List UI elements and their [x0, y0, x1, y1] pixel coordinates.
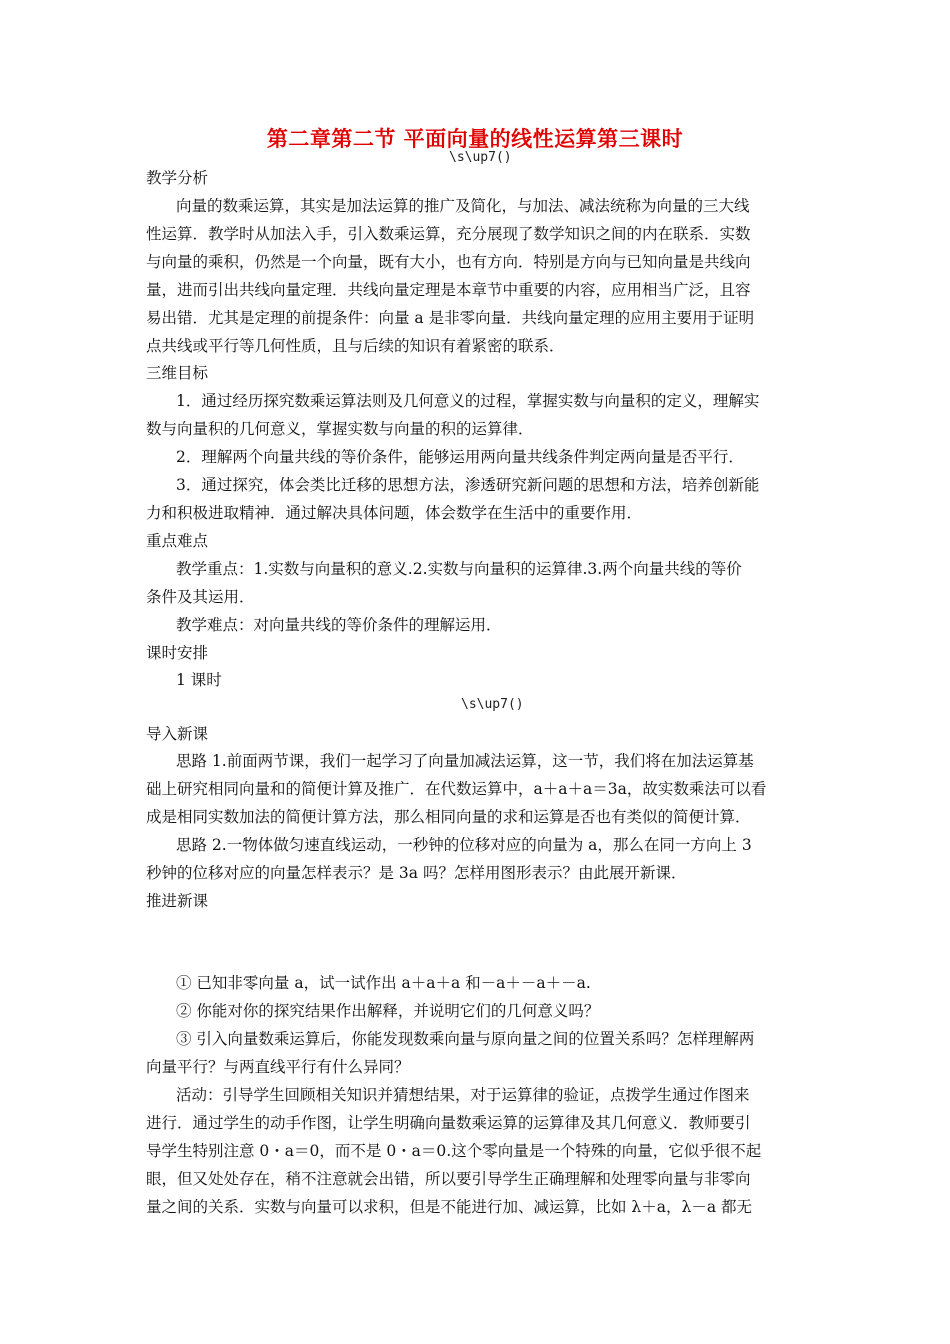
format-marker: \s\up7() — [449, 150, 512, 165]
intro-line: 础上研究相同向量和的简便计算及推广．在代数运算中，a＋a＋a＝3a，故实数乘法可以看 — [146, 780, 767, 798]
format-marker: \s\up7() — [461, 697, 524, 712]
goal-line: 力和积极进取精神．通过解决具体问题，体会数学在生活中的重要作用． — [146, 504, 643, 522]
paragraph-line: 性运算．教学时从加法入手，引入数乘运算，充分展现了数学知识之间的内在联系．实数 — [146, 225, 751, 243]
paragraph-line: 点共线或平行等几何性质，且与后续的知识有着紧密的联系． — [146, 337, 565, 355]
section-heading-goals: 三维目标 — [146, 364, 209, 382]
intro-line: 秒钟的位移对应的向量怎样表示？是 3a 吗？怎样用图形表示？由此展开新课． — [146, 864, 687, 882]
schedule-text: 1 课时 — [176, 671, 222, 689]
section-heading-advance: 推进新课 — [146, 892, 209, 910]
paragraph-line: 向量的数乘运算，其实是加法运算的推广及简化，与加法、减法统称为向量的三大线 — [176, 197, 750, 215]
goal-line: 1．通过经历探究数乘运算法则及几何意义的过程，掌握实数与向量积的定义，理解实 — [176, 392, 760, 410]
goal-line: 数与向量积的几何意义，掌握实数与向量的积的运算律． — [146, 420, 534, 438]
activity-line: 活动：引导学生回顾相关知识并猜想结果，对于运算律的验证，点拨学生通过作图来 — [176, 1086, 750, 1104]
section-heading-analysis: 教学分析 — [146, 169, 209, 187]
goal-line: 2．理解两个向量共线的等价条件，能够运用两向量共线条件判定两向量是否平行． — [176, 448, 744, 466]
keypoint-line: 条件及其运用． — [146, 588, 255, 606]
activity-line: 导学生特别注意 0・a＝0，而不是 0・a＝0.这个零向量是一个特殊的向量，它似乎很不起 — [146, 1142, 762, 1160]
activity-line: 进行．通过学生的动手作图，让学生明确向量数乘运算的运算律及其几何意义．教师要引 — [146, 1114, 751, 1132]
goal-line: 3．通过探究，体会类比迁移的思想方法，渗透研究新问题的思想和方法，培养创新能 — [176, 476, 760, 494]
activity-line: 眼，但又处处存在，稍不注意就会出错，所以要引导学生正确理解和处理零向量与非零向 — [146, 1170, 751, 1188]
section-heading-schedule: 课时安排 — [146, 644, 209, 662]
intro-line: 思路 1.前面两节课，我们一起学习了向量加减法运算，这一节，我们将在加法运算基 — [176, 752, 754, 770]
section-heading-intro: 导入新课 — [146, 725, 209, 743]
paragraph-line: 量，进而引出共线向量定理．共线向量定理是本章节中重要的内容，应用相当广泛，且容 — [146, 281, 751, 299]
paragraph-line: 与向量的乘积，仍然是一个向量，既有大小，也有方向．特别是方向与已知向量是共线向 — [146, 253, 751, 271]
section-heading-keypoints: 重点难点 — [146, 532, 209, 550]
question-item: ① 已知非零向量 a，试一试作出 a＋a＋a 和－a＋－a＋－a. — [176, 974, 591, 992]
question-item: 向量平行？与两直线平行有什么异同？ — [146, 1058, 410, 1076]
keypoint-line: 教学重点：1.实数与向量积的意义.2.实数与向量积的运算律.3.两个向量共线的等价 — [176, 560, 742, 578]
activity-line: 量之间的关系．实数与向量可以求积，但是不能进行加、减运算，比如 λ＋a，λ－a 都无 — [146, 1198, 752, 1216]
page-title: 第二章第二节 平面向量的线性运算第三课时 — [266, 126, 684, 151]
intro-line: 成是相同实数加法的简便计算方法，那么相同向量的求和运算是否也有类似的简便计算． — [146, 808, 751, 826]
question-item: ② 你能对你的探究结果作出解释，并说明它们的几何意义吗？ — [176, 1002, 600, 1020]
keypoint-line: 教学难点：对向量共线的等价条件的理解运用． — [176, 616, 502, 634]
question-item: ③ 引入向量数乘运算后，你能发现数乘向量与原向量之间的位置关系吗？怎样理解两 — [176, 1030, 755, 1048]
intro-line: 思路 2.一物体做匀速直线运动，一秒钟的位移对应的向量为 a，那么在同一方向上 3 — [176, 836, 752, 854]
paragraph-line: 易出错．尤其是定理的前提条件：向量 a 是非零向量．共线向量定理的应用主要用于证明 — [146, 309, 755, 327]
